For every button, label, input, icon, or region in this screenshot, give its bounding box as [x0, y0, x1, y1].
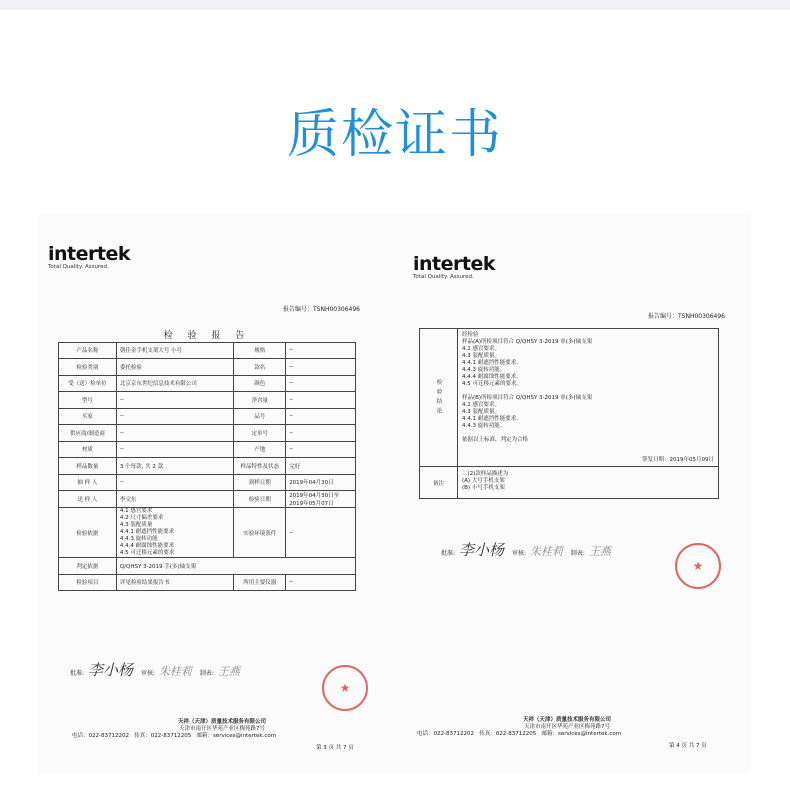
footer-mail: 邮箱：services@intertek.com	[196, 733, 277, 739]
row-value: 委托检验	[116, 359, 234, 376]
row-label: 产品名称	[59, 342, 117, 359]
list-item: 样品(B)所检项目符合 Q/QHSY 3-2019 单(多)轴支架	[462, 395, 593, 401]
row-label: 送 样 人	[59, 491, 117, 508]
table-row	[59, 458, 356, 475]
make-signature: 王燕	[588, 545, 611, 558]
make-label: 制表:	[199, 670, 214, 677]
row-label: 买家	[59, 408, 117, 425]
footer	[72, 719, 372, 740]
issue-date: 签发日期：2019年05月09日	[642, 457, 714, 463]
table-row	[59, 375, 356, 392]
row-label: 受（送）检单位	[59, 375, 117, 392]
intertek-logo	[413, 253, 495, 280]
approve-signature: 李小杨	[88, 661, 134, 679]
row-value: --	[116, 425, 234, 442]
table-row	[420, 329, 719, 467]
report-page-4	[385, 213, 751, 773]
footer-tel: 电话：022-83712202	[417, 731, 474, 737]
footer-contacts	[417, 731, 717, 738]
row-value-2: 完好	[286, 458, 356, 475]
row-value: 3 个每款, 共 2 款	[116, 458, 234, 475]
footer-tel: 电话：022-83712202	[72, 733, 129, 739]
review-signature: 朱桂莉	[530, 545, 563, 558]
list-item: 4.4.3 旋转功能	[119, 536, 158, 542]
note-text	[458, 467, 719, 499]
report-page-3	[38, 213, 404, 773]
table-row	[59, 474, 356, 491]
row-label-2: 净含量	[234, 392, 286, 409]
signature-row	[70, 659, 246, 680]
brand-tagline: Total Quality. Assured.	[48, 264, 109, 270]
list-item: 4.1 感官要求。	[462, 402, 500, 408]
list-item: 4.3 装配质量。	[462, 353, 500, 359]
row-label: 供应商/制造商	[59, 425, 117, 442]
approve-signature: 李小杨	[459, 541, 505, 559]
list-item: 4.4.1 耐遮挡性能要求。	[462, 360, 522, 366]
table-row	[59, 342, 356, 359]
brand-name: intertek	[413, 253, 495, 275]
list-item: 4.2 尺寸偏差要求	[119, 515, 164, 521]
footer-org: 天祥（天津）质量技术服务有限公司	[177, 719, 266, 725]
review-label: 审核:	[140, 670, 155, 677]
row-label-2: 定单号	[234, 425, 286, 442]
env-label: 实验环境条件	[234, 508, 286, 558]
review-signature: 朱桂莉	[159, 665, 192, 678]
review-label: 审核:	[511, 550, 526, 557]
note-label: 备注	[420, 467, 458, 499]
row-label-2: 颜色	[234, 375, 286, 392]
row-label: 材质	[59, 441, 117, 458]
signature-row	[441, 539, 617, 560]
equip-value: --	[286, 574, 356, 591]
list-item: 4.5 可迁移元素的要求	[119, 550, 175, 556]
footer-address: 天津市南开区华苑产业区梅苑路7号	[523, 724, 610, 730]
conclusion-table	[419, 328, 719, 499]
footer-org: 天祥（天津）质量技术服务有限公司	[522, 717, 611, 723]
row-value: 北京京东世纪信息技术有限公司	[116, 375, 234, 392]
conclusion-label: 检验结论	[420, 329, 458, 467]
table-row	[59, 441, 356, 458]
row-value-2: --	[286, 441, 356, 458]
basis-label: 检验依据	[59, 508, 117, 558]
table-row	[59, 508, 356, 558]
row-value-2: 2019年04月30日	[286, 474, 356, 491]
list-item	[462, 388, 714, 395]
row-label: 检验类别	[59, 359, 117, 376]
row-value: --	[116, 392, 234, 409]
judge-label: 判定依据	[59, 558, 117, 575]
row-label-2: 品号	[234, 408, 286, 425]
list-item: 4.1 感官要求	[119, 508, 153, 514]
row-label: 抽 样 人	[59, 474, 117, 491]
list-item: 4.3 装配质量	[119, 522, 153, 528]
row-value-2: 2019年04月30日至 2019年05月07日	[286, 491, 356, 508]
list-item: 依据以上标准，判定为合格	[462, 437, 529, 443]
brand-tagline: Total Quality. Assured.	[413, 274, 474, 280]
equip-label: 所用主要仪器	[234, 574, 286, 591]
company-seal: ★	[322, 665, 368, 711]
row-label: 型号	[59, 392, 117, 409]
approve-label: 批准:	[441, 550, 456, 557]
list-item: 4.1 感官要求。	[462, 346, 500, 352]
table-row	[59, 359, 356, 376]
make-label: 制表:	[570, 550, 585, 557]
table-row	[59, 491, 356, 508]
footer-fax: 传真：022-83712205	[134, 733, 192, 739]
list-item: 经检验	[462, 332, 479, 338]
items-value: 详见检验结果报告书	[116, 574, 234, 591]
row-value: --	[116, 474, 234, 491]
row-label-2: 检验日期	[234, 491, 286, 508]
list-item: 样品(A)所检项目符合 Q/QHSY 3-2019 单(多)轴支架	[462, 339, 593, 345]
list-item: (A) 大号手机支架	[462, 478, 505, 484]
row-label: 样品数量	[59, 458, 117, 475]
inspection-table	[58, 328, 356, 591]
intertek-logo	[48, 243, 130, 270]
row-value-2: --	[286, 375, 356, 392]
approve-label: 批准:	[70, 670, 85, 677]
items-label: 检验项目	[59, 574, 117, 591]
footer-fax: 传真：022-83712205	[479, 731, 537, 737]
table-row	[59, 408, 356, 425]
list-item: (B) 小号手机支架	[462, 485, 505, 491]
list-item: 4.4.1 耐遮挡性能要求。	[462, 416, 522, 422]
table-row	[59, 558, 356, 575]
row-value: 朝佳金手机支架大号 小号	[116, 342, 234, 359]
report-caption: 检 验 报 告	[163, 331, 251, 342]
row-value: 李文东	[116, 491, 234, 508]
row-label-2: 款名	[234, 359, 286, 376]
report-number: 报告编号：TSNH00306496	[282, 306, 360, 313]
footer-address: 天津市南开区华苑产业区梅苑路7号	[178, 726, 265, 732]
row-label-2: 样品特性及状态	[234, 458, 286, 475]
table-row	[59, 574, 356, 591]
table-row	[420, 467, 719, 499]
brand-name: intertek	[48, 243, 130, 265]
list-item: 4.4.3 旋转功能。	[462, 423, 506, 429]
row-label-2: 规格	[234, 342, 286, 359]
judge-value: Q/QHSY 3-2019 手(多)轴支架	[116, 558, 355, 575]
row-value-2: --	[286, 342, 356, 359]
conclusion-text	[458, 329, 719, 467]
row-value-2: --	[286, 408, 356, 425]
env-value: --	[286, 508, 356, 558]
list-item: 4.4.1 耐遮挡性能要求	[119, 529, 175, 535]
list-item	[462, 430, 714, 437]
table-row	[59, 425, 356, 442]
report-number: 报告编号：TSNH00306496	[647, 313, 725, 320]
page-headline: 质检证书	[286, 105, 503, 165]
list-item: 4.4.4 耐腐蚀性能要求。	[462, 374, 522, 380]
row-value-2: --	[286, 392, 356, 409]
list-item: 二(2)款样品描述为	[462, 471, 509, 477]
make-signature: 王燕	[217, 665, 240, 678]
basis-list	[116, 508, 234, 558]
row-label-2: 到样日期	[234, 474, 286, 491]
list-item: 4.4.3 旋转功能。	[462, 367, 506, 373]
page-number: 第 4 页 共 7 页	[669, 743, 707, 749]
footer-contacts	[72, 733, 372, 740]
table-row	[59, 392, 356, 409]
row-value: --	[116, 408, 234, 425]
row-value-2: --	[286, 425, 356, 442]
list-item: 4.4.4 耐腐蚀性能要求	[119, 543, 175, 549]
top-bar	[0, 0, 790, 10]
footer	[417, 717, 717, 738]
list-item: 4.5 可迁移元素的要求。	[462, 381, 522, 387]
row-value-2: --	[286, 359, 356, 376]
row-label-2: 产地	[234, 441, 286, 458]
footer-mail: 邮箱：services@intertek.com	[541, 731, 622, 737]
row-value: --	[116, 441, 234, 458]
page-number: 第 3 页 共 7 页	[316, 745, 354, 751]
list-item	[462, 444, 714, 451]
company-seal: ★	[675, 543, 721, 589]
list-item: 4.3 装配质量。	[462, 409, 500, 415]
